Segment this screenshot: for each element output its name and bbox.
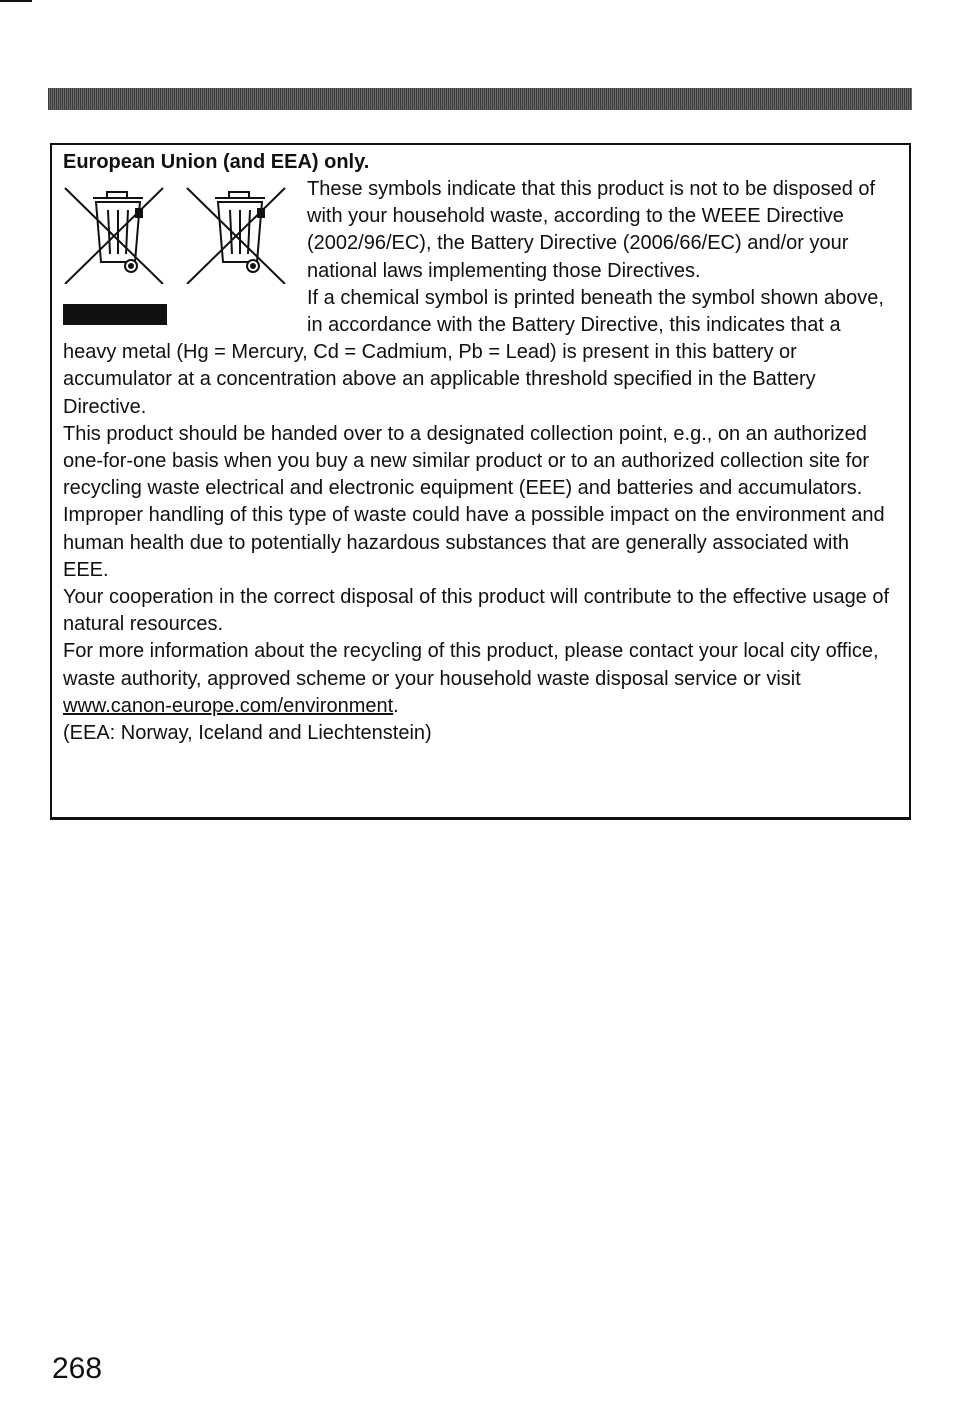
eea-note: (EEA: Norway, Iceland and Liechtenstein) [63,722,432,745]
page-number: 268 [52,1352,103,1385]
notice-title: European Union (and EEA) only. [63,151,370,173]
weee-notice-box [50,143,911,820]
notice-content [63,149,899,747]
paragraph-symbols-meaning: These symbols indicate that this product is not to be disposed of with your household waste, according to the WEEE Directive (2002/96/EC), the Battery Directive (2006/66/EC) and/or your national laws implementing those Directives. [307,178,876,282]
website-line [63,693,899,720]
crossed-out-wheelie-bin-icon [63,184,173,284]
paragraph-chemical-symbol: If a chemical symbol is printed beneath the symbol shown above, in accordance with the Battery Directive, this indicates that a heavy metal (Hg = Mercury, Cd = Cadmium, Pb = Lead) is present in this battery or accumulator at a concentration above an applicable threshold specified in the Battery Directive. [63,286,884,418]
website-suffix: . [393,694,399,717]
chemical-symbol-bar [63,304,167,325]
corner-mark [0,0,32,2]
website-link[interactable]: www.canon-europe.com/environment [63,694,394,717]
disposal-symbols [63,176,301,336]
paragraph-collection: This product should be handed over to a designated collection point, e.g., on an authorized one-for-one basis when you buy a new similar product or to an authorized collection site for recycling waste electrical and electronic equipment (EEE) and batteries and accumulators. Improper handling of this type of waste could have a possible impact on the environment and human health due to potentially hazardous substances that are generally associated with EEE. [63,422,885,581]
paragraph-cooperation: Your cooperation in the correct disposal of this product will contribute to the effective usage of natural resources. [63,586,890,636]
header-band [48,88,912,110]
paragraph-more-info: For more information about the recycling of this product, please contact your local city office, waste authority, approved scheme or your household waste disposal service or visit [63,640,879,690]
crossed-out-wheelie-bin-with-bar-icon [185,184,295,284]
